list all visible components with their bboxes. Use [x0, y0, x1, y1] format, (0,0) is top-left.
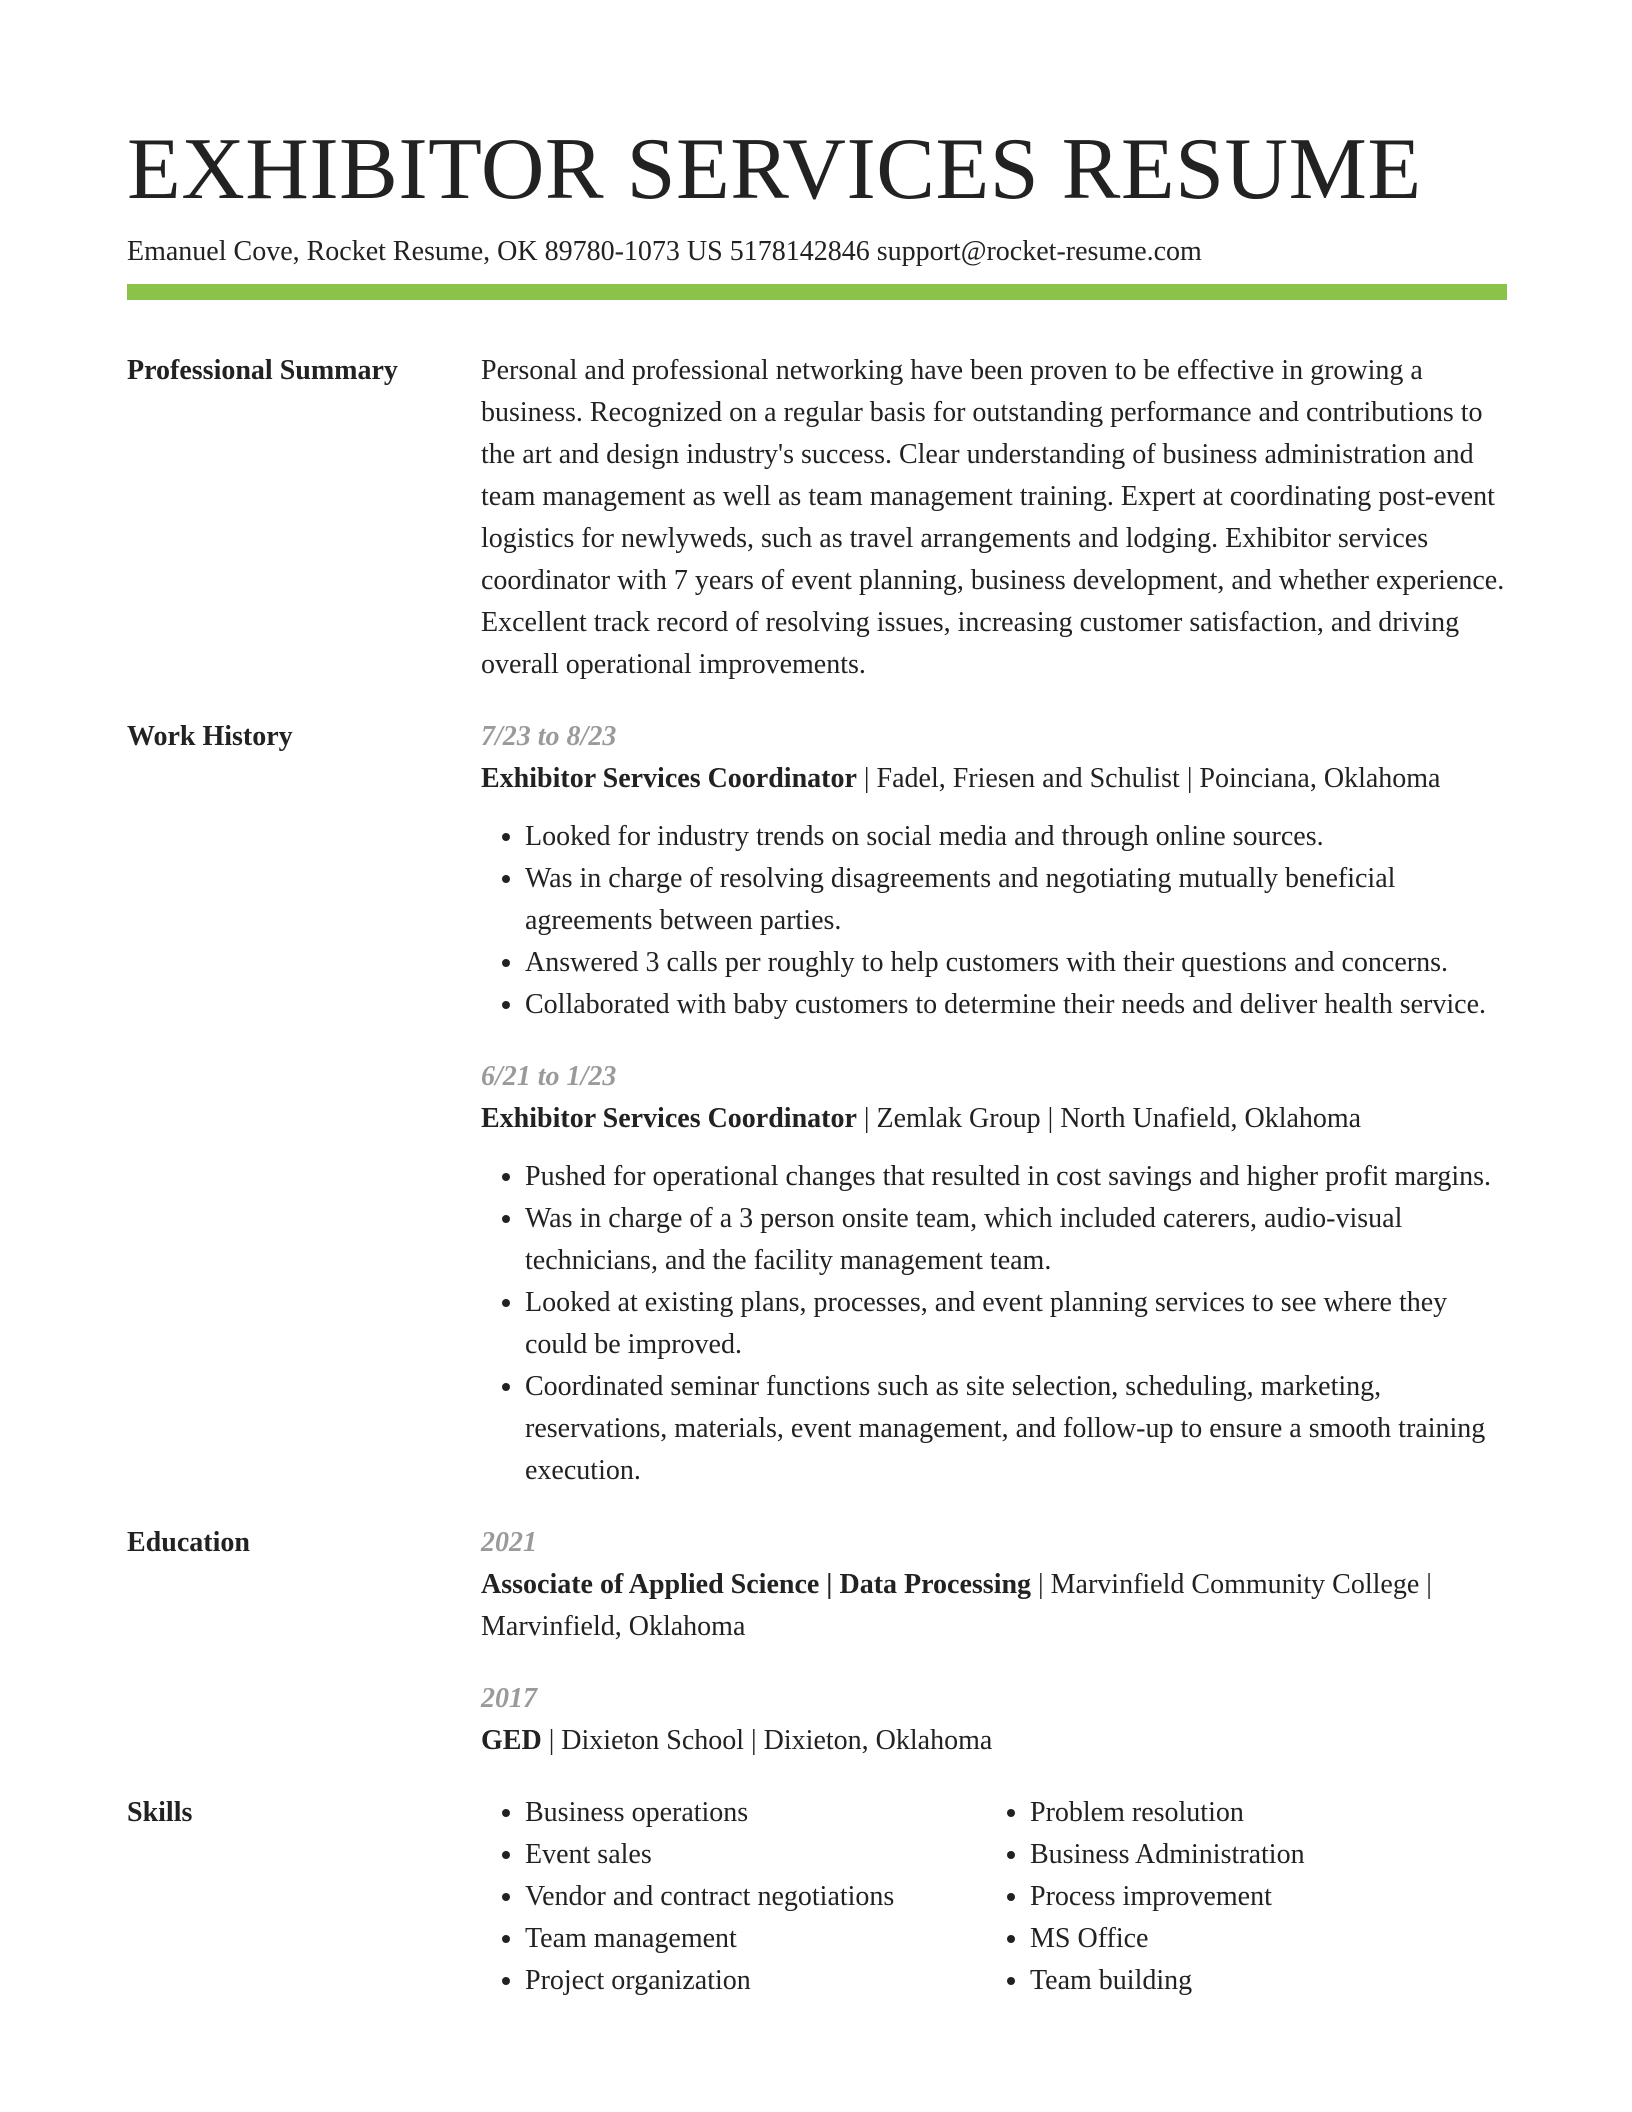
list-item: • MS Office	[1030, 1918, 1491, 1960]
education-heading	[481, 1564, 1507, 1648]
list-item: • Looked at existing plans, processes, and event planning services to see where they could be improved.	[525, 1282, 1507, 1366]
skills-section	[127, 1792, 1507, 2002]
job-employer-location: | Zemlak Group | North Unafield, Oklahoma	[856, 1103, 1362, 1134]
job-title: Exhibitor Services Coordinator	[481, 1103, 857, 1134]
list-item: • Business Administration	[1030, 1834, 1491, 1876]
skills-grid	[481, 1792, 1507, 2002]
education-year: 2017	[481, 1683, 537, 1714]
education-entry	[481, 1678, 1507, 1762]
education-heading	[481, 1720, 1507, 1762]
job-entry	[481, 716, 1507, 1026]
list-item: • Was in charge of a 3 person onsite team, which included caterers, audio-visual technicians, and the facility management team.	[525, 1198, 1507, 1282]
skills-column-left	[481, 1792, 986, 2002]
list-item: • Answered 3 calls per roughly to help customers with their questions and concerns.	[525, 942, 1507, 984]
resume-page	[127, 118, 1507, 2002]
job-title: Exhibitor Services Coordinator	[481, 763, 857, 794]
list-item: • Team management	[525, 1918, 986, 1960]
header-divider	[127, 284, 1507, 300]
section-label-skills: Skills	[127, 1797, 193, 1828]
resume-title: EXHIBITOR SERVICES RESUME	[127, 121, 1422, 218]
summary-text: Personal and professional networking have been proven to be effective in growing a business. Recognized on a regular basis for outstanding performance and contributions to the art and design industry's success. Clear understanding of business administration and team management as well as team management training. Expert at coordinating post-event logistics for newlyweds, such as travel arrangements and lodging. Exhibitor services coordinator with 7 years of event planning, business development, and whether experience. Excellent track record of resolving issues, increasing customer satisfaction, and driving overall operational improvements.	[481, 355, 1505, 680]
education-entry	[481, 1522, 1507, 1648]
job-bullets	[481, 1156, 1507, 1492]
job-heading	[481, 1098, 1507, 1140]
list-item: • Project organization	[525, 1960, 986, 2002]
section-label-work: Work History	[127, 721, 293, 752]
job-bullets	[481, 816, 1507, 1026]
list-item: • Vendor and contract negotiations	[525, 1876, 986, 1918]
education-year: 2021	[481, 1527, 537, 1558]
school-location: | Marvinfield Community College | Marvinfield, Oklahoma	[481, 1569, 1432, 1642]
job-heading	[481, 758, 1507, 800]
list-item: • Event sales	[525, 1834, 986, 1876]
list-item: • Process improvement	[1030, 1876, 1491, 1918]
job-dates: 7/23 to 8/23	[481, 721, 617, 752]
summary-section	[127, 350, 1507, 686]
degree-name: Associate of Applied Science | Data Processing	[481, 1569, 1032, 1600]
skills-column-right	[986, 1792, 1491, 2002]
job-employer-location: | Fadel, Friesen and Schulist | Poinciana, Oklahoma	[856, 763, 1441, 794]
list-item: • Pushed for operational changes that resulted in cost savings and higher profit margins.	[525, 1156, 1507, 1198]
list-item: • Business operations	[525, 1792, 986, 1834]
list-item: • Collaborated with baby customers to determine their needs and deliver health service.	[525, 984, 1507, 1026]
section-label-summary: Professional Summary	[127, 355, 398, 386]
work-history-section	[127, 716, 1507, 1492]
list-item: • Problem resolution	[1030, 1792, 1491, 1834]
education-section	[127, 1522, 1507, 1762]
school-location: | Dixieton School | Dixieton, Oklahoma	[541, 1725, 993, 1756]
job-entry	[481, 1056, 1507, 1492]
list-item: • Coordinated seminar functions such as site selection, scheduling, marketing, reservations, materials, event management, and follow-up to ensure a smooth training execution.	[525, 1366, 1507, 1492]
degree-name: GED	[481, 1725, 542, 1756]
list-item: • Team building	[1030, 1960, 1491, 2002]
contact-line: Emanuel Cove, Rocket Resume, OK 89780-1073 US 5178142846 support@rocket-resume.com	[127, 236, 1202, 267]
section-label-education: Education	[127, 1527, 250, 1558]
job-dates: 6/21 to 1/23	[481, 1061, 617, 1092]
list-item: • Looked for industry trends on social media and through online sources.	[525, 816, 1507, 858]
list-item: • Was in charge of resolving disagreements and negotiating mutually beneficial agreements between parties.	[525, 858, 1507, 942]
